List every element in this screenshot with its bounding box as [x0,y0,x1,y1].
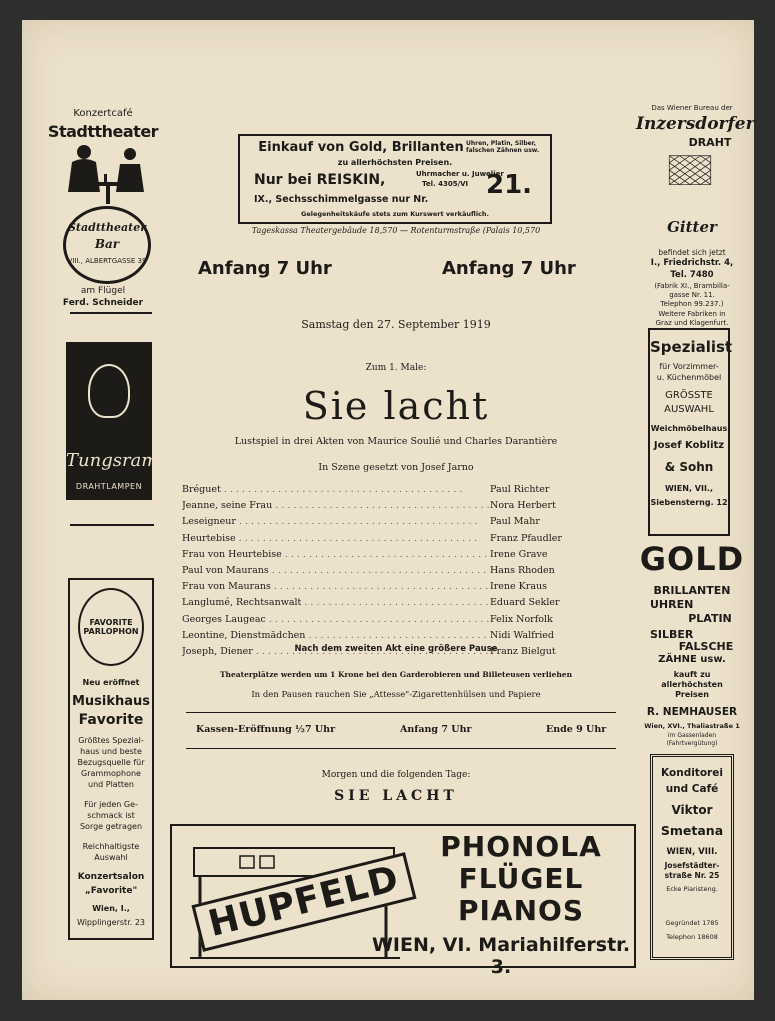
ad-subline: zu allerhöchsten Preisen. [337,158,453,167]
gold-line: FALSCHE [678,640,734,653]
spez-line: & Sohn [664,460,714,474]
ad-address: IX., Sechsschimmelgasse nur Nr. [254,194,429,205]
spez-line: Weichmöbelhaus [650,424,728,433]
spez-line: WIEN, VII., [664,484,713,493]
draht-brand-3: Gitter [667,218,717,236]
cafe-pianist: Ferd. Schneider [62,298,144,308]
gramophone-disc-icon [78,588,144,666]
divider [70,312,152,314]
cast-role: Langlumé, Rechtsanwalt . . . [182,597,490,608]
fav-line: Neu eröffnet [82,678,140,687]
ad-line: PHONOLA [440,830,602,863]
play-subtitle: Lustspiel in drei Akten von Maurice Soulié und Charles Darantière [234,436,558,447]
director-line: In Szene gesetzt von Josef Jarno [318,462,474,473]
fav-line: Grammophone [81,769,141,778]
kond-line: WIEN, VIII. [666,847,718,857]
kond-line: Viktor [671,803,713,817]
cast-role: Heurtebise . . . [182,533,490,544]
ad-line: PIANOS [457,894,584,927]
spez-line: Spezialist [650,338,733,356]
ad-items: Uhren, Platin, Silber, falschen Zähnen usw. [466,140,540,154]
fav-line: Konzertsalon [77,872,145,882]
kond-line: und Café [665,783,719,795]
divider [186,748,616,749]
gold-line: im Gassenladen [667,732,717,739]
kond-line: Ecke Piaristeng. [666,885,718,893]
cast-list [182,484,582,662]
fav-line: Für jeden Ge- [84,800,138,809]
tungsram-sub: DRAHTLAMPEN [75,482,143,491]
start-time-left: Anfang 7 Uhr [198,258,332,279]
play-title: Sie lacht [302,384,490,428]
fav-line: Wipplingerstr. 23 [76,918,146,927]
badge-line-1: Stadttheater [67,221,146,234]
kond-line: Smetana [660,823,724,838]
ad-line: FLÜGEL [458,862,584,895]
spez-line: Josef Koblitz [653,440,725,451]
fav-line: schmack ist [87,811,135,820]
intermission-note: Nach dem zweiten Akt eine größere Pause [294,644,498,654]
disc-label: FAVORITE PARLOPHON [83,618,139,636]
cloakroom-note: Theaterplätze werden um 1 Krone bei den Garderobieren und Billeteusen verliehen [219,670,573,679]
fav-line: Größtes Spezial- [78,736,144,745]
cast-row [182,565,582,581]
fav-line: Sorge getragen [79,822,143,831]
cafe-piano-label: am Flügel [80,286,126,296]
cast-actor: Hans Rhoden [490,564,555,576]
ad-trade: Uhrmacher u. Juwelier [416,170,504,178]
cast-actor: Paul Mahr [490,516,540,528]
hupfeld-ad [170,824,636,978]
ad-number: 21. [486,170,533,200]
performance-date: Samstag den 27. September 1919 [301,318,491,331]
cast-actor: Irene Grave [490,548,548,560]
stadttheater-bar-badge [63,206,151,284]
cast-role: Bréguet . . . [182,484,490,495]
draht-line: Weitere Fabriken in [658,310,726,318]
fav-line: Musikhaus [71,694,151,709]
hupfeld-brand: HUPFELD [191,852,416,952]
wire-mesh-icon [644,150,736,218]
cast-actor: Nidi Walfried [490,629,554,641]
tungsram-brand: Tungsram [66,450,159,471]
cast-role: Joseph, Diener . . . [182,646,490,657]
favorite-ad [68,578,154,940]
spez-line: u. Küchenmöbel [656,373,722,382]
fav-line: haus und beste [80,747,142,756]
draht-intro: Das Wiener Bureau der [651,104,733,112]
ad-headline: Einkauf von Gold, Brillanten [258,140,464,155]
draht-line: Telephon 99.237.) [660,300,724,308]
spez-line: für Vorzimmer- [659,362,719,371]
draht-line: (Fabrik XI., Brambilla- [654,282,730,290]
badge-line-3: VIII., ALBERTGASSE 39 [67,257,147,265]
following-days-note: Morgen und die folgenden Tage: [321,770,471,780]
fav-line: „Favorite" [84,886,138,896]
cast-actor: Felix Norfolk [490,613,553,625]
badge-line-2: Bar [94,237,120,251]
draht-line: befindet sich jetzt [658,248,726,257]
draht-line: gasse Nr. 11. [669,291,715,299]
draht-line: I., Friedrichstr. 4, [650,258,734,268]
start-time-right: Anfang 7 Uhr [442,258,576,279]
cast-actor: Nora Herbert [490,500,556,512]
cast-row [182,484,582,500]
kond-line: Telephon 18608 [666,933,718,941]
koblitz-ad [648,328,733,536]
cast-role: Frau von Heurtebise . . . [182,549,490,560]
cafe-name: Stadttheater [47,122,159,141]
cast-row [182,533,582,549]
cast-row [182,549,582,565]
premiere-note: Zum 1. Male: [365,363,427,373]
gold-line: Preisen [675,690,709,699]
cast-row [182,581,582,597]
cast-role: Paul von Maurans . . . [182,565,490,576]
cast-row [182,614,582,630]
fav-line: Auswahl [94,853,128,862]
cast-role: Leontine, Dienstmädchen . . . [182,630,490,641]
cast-role: Frau von Maurans . . . [182,581,490,592]
divider [186,712,616,713]
gold-line: SILBER [650,628,694,641]
cast-actor: Franz Pfaudler [490,532,562,544]
draht-line: Tel. 7480 [670,270,714,280]
start-time-footer: Anfang 7 Uhr [400,724,472,735]
gold-line: (Fahrtvergütung) [666,740,718,747]
fav-line: und Platten [88,780,134,789]
gold-line: BRILLANTEN [653,584,731,597]
cast-actor: Irene Kraus [490,581,547,593]
ad-phone: Tel. 4305/VI [422,180,469,188]
fav-line: Wien, I., [92,904,130,913]
gold-line: R. NEMHAUSER [646,706,738,718]
reiskin-ad [238,134,552,224]
following-days-title: SIE LACHT [334,788,458,804]
tungsram-ad [66,342,159,500]
ad-footer: Gelegenheitskäufe stets zum Kurswert verkäuflich. [300,210,489,218]
spez-line: GRÖSSTE [665,390,713,401]
fav-line: Bezugsquelle für [77,758,145,767]
draht-brand-2: DRAHT [688,136,732,149]
kond-line: Gegründet 1785 [665,919,719,927]
smetana-ad [650,754,734,960]
gold-headline: GOLD [639,540,745,578]
fav-line: Reichhaltigste [82,842,140,851]
spez-line: Siebensterng. 12 [650,498,728,507]
cast-role: Leseigneur . . . [182,516,490,527]
kond-line: straße Nr. 25 [664,871,720,880]
lamp-icon [88,364,130,418]
end-time: Ende 9 Uhr [546,724,607,735]
fav-line: Favorite [78,712,144,728]
gold-line: kauft zu [673,670,711,679]
ad-address: WIEN, VI. Mariahilferstr. 3. [371,934,631,978]
spez-line: AUSWAHL [664,404,714,415]
box-office-note: Tageskassa Theatergebäude 18,570 — Rotenturmstraße (Palais 10,570 [251,226,541,235]
gold-line: UHREN [650,598,694,611]
cast-role: Georges Laugeac . . . [182,614,490,625]
cast-row [182,516,582,532]
cast-actor: Paul Richter [490,484,550,495]
kond-line: Konditorei [661,767,723,779]
kond-line: Josefstädter- [664,861,720,870]
gold-line: Wien, XVI., Thaliastraße 1 [644,722,740,730]
cast-row [182,597,582,613]
couple-illustration-icon [62,142,154,210]
draht-brand: Inzersdorfer [636,114,755,134]
gold-line: ZÄHNE usw. [658,654,726,665]
cast-actor: Franz Bielgut [490,645,556,657]
divider [70,524,154,526]
gold-line: PLATIN [688,612,732,625]
cafe-label: Konzertcafé [73,108,133,119]
gold-line: allerhöchsten [661,680,723,689]
draht-line: Graz und Klagenfurt. [655,319,729,327]
cast-actor: Eduard Sekler [490,597,560,609]
ad-shop-name: Nur bei REISKIN, [254,172,386,188]
box-office-opening: Kassen-Eröffnung ½7 Uhr [196,724,336,735]
cast-row [182,500,582,516]
smoking-note: In den Pausen rauchen Sie „Attesse"-Zigarettenhülsen und Papiere [251,690,541,700]
cast-role: Jeanne, seine Frau . . . [182,500,490,511]
